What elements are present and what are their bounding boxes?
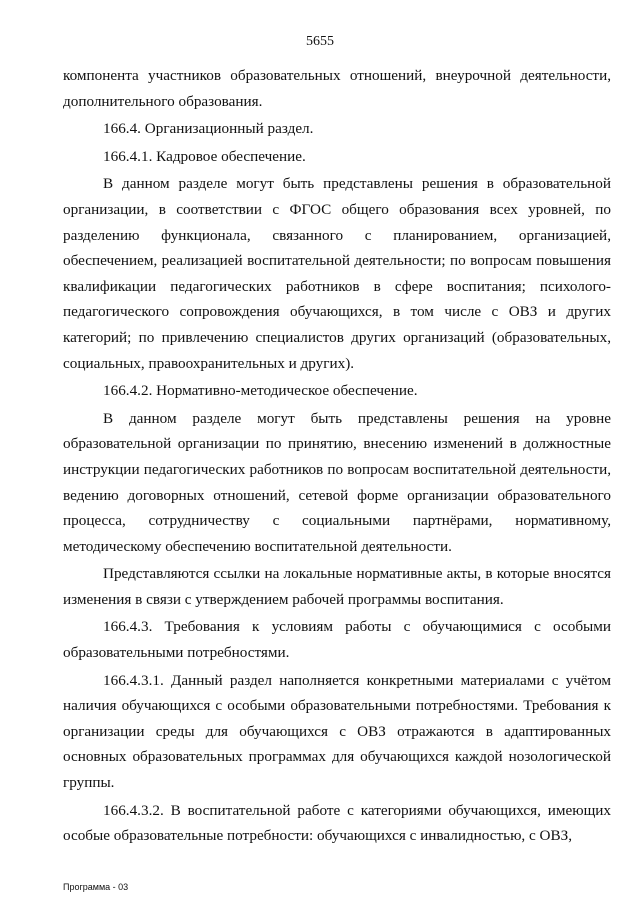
paragraph-normative: В данном разделе могут быть представлены решения на уровне образовательной организации по принятию, внесению изменений в должностные инструкции педагогических работников по вопросам воспитательной деятельности, ведению договорных отношений, сетевой форме организации образовательного процесса, сотрудничеству с социальными партнёрами, нормативному, методическому обеспечению воспитательной деятельности.: [63, 409, 611, 555]
section-heading-organizational: 166.4. Организационный раздел.: [103, 120, 314, 138]
page-number: 5655: [306, 34, 334, 49]
subsection-heading-staffing: 166.4.1. Кадровое обеспечение.: [103, 147, 306, 165]
paragraph-special-needs-2: 166.4.3.2. В воспитательной работе с категориями обучающихся, имеющих особые образовательные потребности: обучающихся с инвалидностью, с ОВЗ,: [63, 801, 611, 845]
subsection-heading-normative: 166.4.2. Нормативно-методическое обеспечение.: [103, 382, 418, 400]
footer-note: Программа - 03: [63, 882, 129, 892]
paragraph-staffing: В данном разделе могут быть представлены решения в образовательной организации, в соответствии с ФГОС общего образования всех уровней, по разделению функционала, связанного с планированием, организацией, обеспечением, реализацией воспитательной деятельности; по вопросам повышения квалификации педагогических работников в сфере воспитания; психолого-педагогического сопровождения обучающихся, в том числе с ОВЗ и других категорий; по привлечению специалистов других организаций (образовательных, социальных, правоохранительных и других).: [63, 175, 611, 372]
paragraph-continuation: компонента участников образовательных отношений, внеурочной деятельности, дополнительного образования.: [63, 67, 611, 110]
document-body: [63, 63, 611, 849]
paragraph-local-acts: Представляются ссылки на локальные нормативные акты, в которые вносятся изменения в связи с утверждением рабочей программы воспитания.: [63, 565, 611, 608]
paragraph-special-needs-1: 166.4.3.1. Данный раздел наполняется конкретными материалами с учётом наличия обучающихся с особыми образовательными потребностями. Требования к организации среды для обучающихся с ОВЗ отражаются в адаптированных основных образовательных программах для обучающихся каждой нозологической группы.: [63, 671, 611, 792]
subsection-heading-special-needs: 166.4.3. Требования к условиям работы с обучающимися с особыми образовательными потребностями.: [63, 618, 611, 662]
